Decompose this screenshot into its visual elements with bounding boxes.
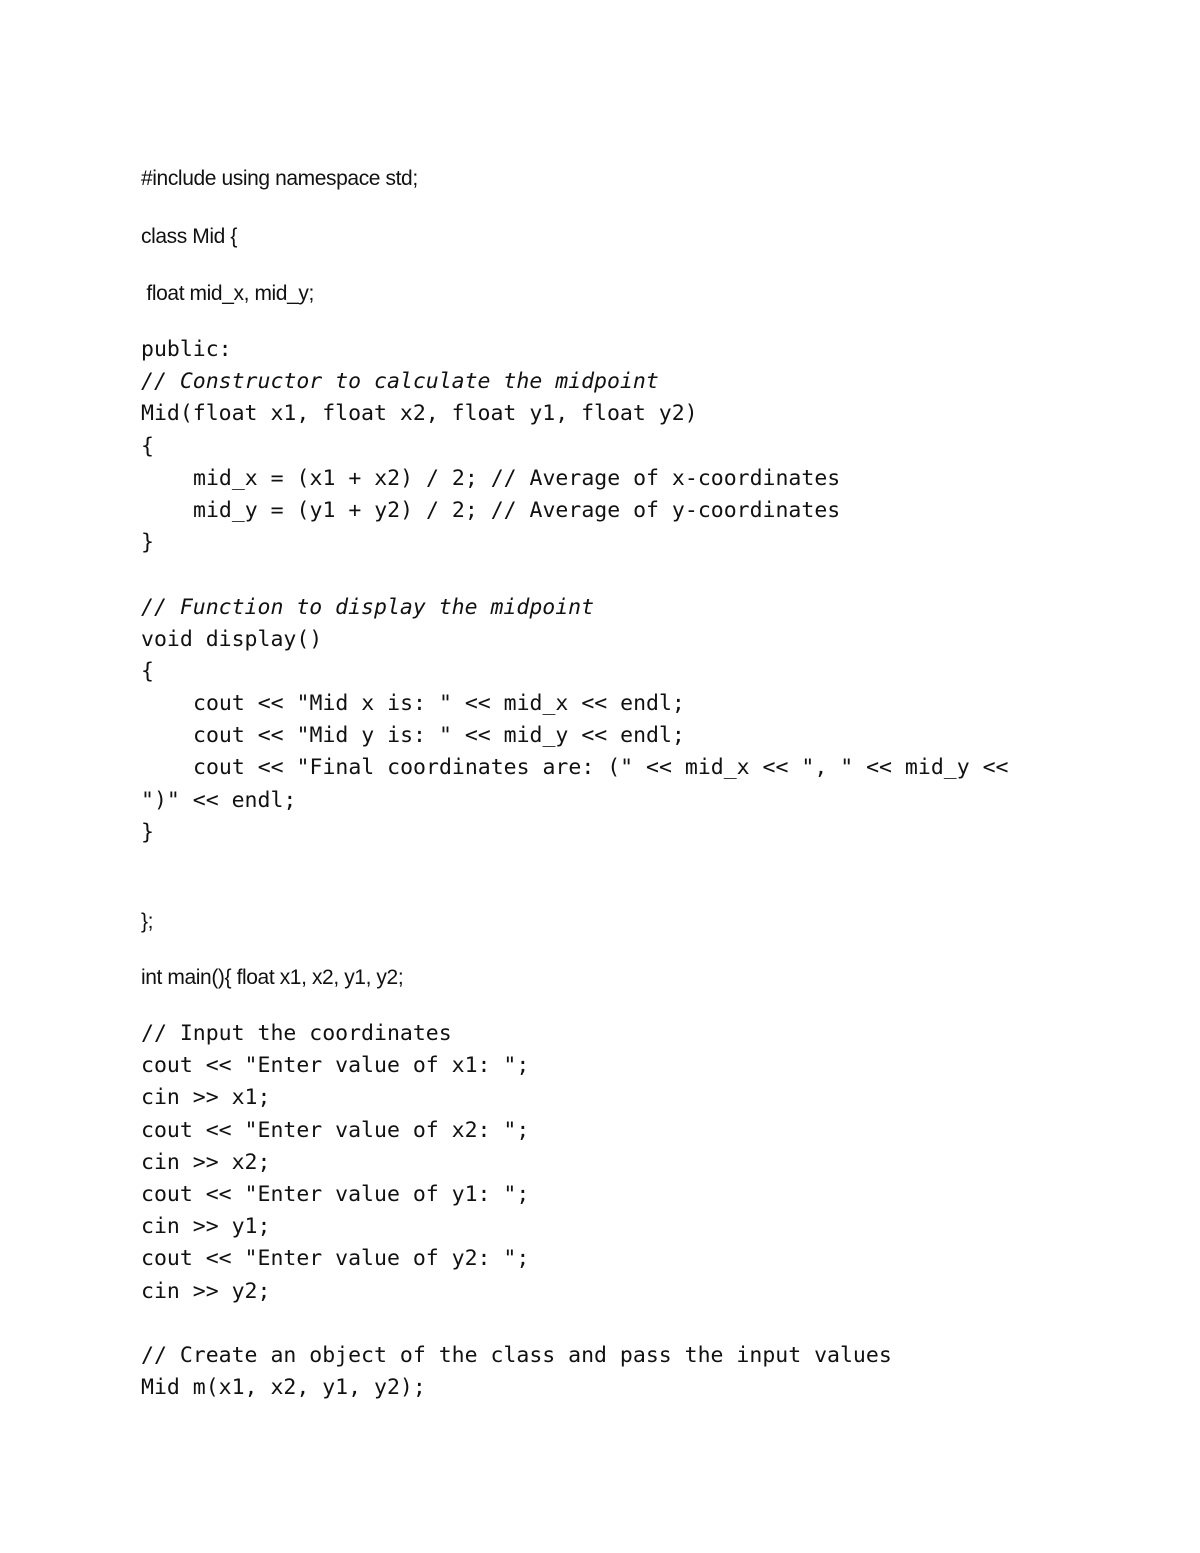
code-line: } — [141, 819, 154, 845]
code-line: mid_y = (y1 + y2) / 2; // Average of y-coordinates — [193, 497, 841, 523]
code-block-main-body — [141, 1018, 892, 1404]
code-line: cout << "Mid x is: " << mid_x << endl; — [193, 691, 685, 717]
code-line: void display() — [141, 626, 323, 652]
code-line: cout << "Mid y is: " << mid_y << endl; — [193, 723, 685, 749]
class-declaration-line: class Mid { — [141, 225, 237, 248]
code-line: { — [141, 658, 154, 684]
code-line: Mid m(x1, x2, y1, y2); — [141, 1375, 426, 1401]
code-line: cin >> y1; — [141, 1214, 271, 1240]
code-line: // Create an object of the class and pass the input values — [141, 1342, 892, 1368]
code-line: cout << "Final coordinates are: (" << mid_x << ", " << mid_y << — [193, 755, 1009, 781]
code-line: ")" << endl; — [141, 787, 297, 813]
main-function-line: int main(){ float x1, x2, y1, y2; — [141, 966, 404, 989]
include-line: #include using namespace std; — [141, 167, 418, 190]
code-line: cin >> x2; — [141, 1149, 271, 1175]
code-line: cin >> x1; — [141, 1085, 271, 1111]
code-line: cout << "Enter value of x1: "; — [141, 1053, 530, 1079]
code-line: cin >> y2; — [141, 1278, 271, 1304]
code-line: { — [141, 433, 154, 459]
code-line: Mid(float x1, float x2, float y1, float y2) — [141, 401, 698, 427]
code-line: mid_x = (x1 + x2) / 2; // Average of x-coordinates — [193, 465, 841, 491]
code-line: cout << "Enter value of x2: "; — [141, 1117, 530, 1143]
code-line — [141, 559, 1008, 591]
code-line — [141, 1308, 892, 1340]
code-line: // Constructor to calculate the midpoint — [141, 369, 659, 395]
class-close-line: }; — [141, 910, 154, 933]
code-line: cout << "Enter value of y2: "; — [141, 1246, 530, 1272]
members-declaration-line: float mid_x, mid_y; — [141, 282, 314, 305]
code-line: public: — [141, 337, 232, 362]
code-line: } — [141, 530, 154, 556]
code-line: cout << "Enter value of y1: "; — [141, 1181, 530, 1207]
code-line: // Input the coordinates — [141, 1021, 452, 1046]
code-line: // Function to display the midpoint — [141, 594, 595, 620]
code-block-class-body — [141, 334, 1008, 849]
